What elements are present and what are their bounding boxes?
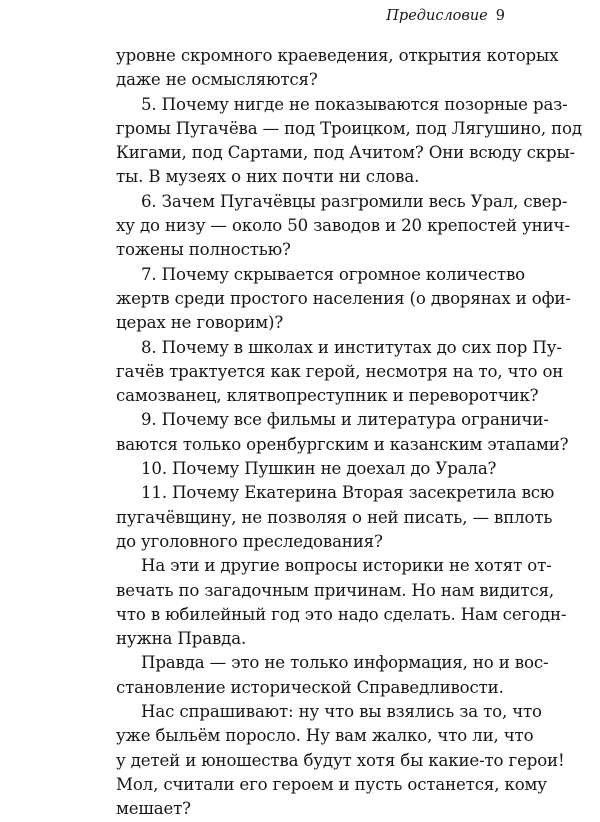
paragraph [116,93,582,190]
text-line: 6. Зачем Пугачёвцы разгромили весь Урал, свер- [141,191,568,211]
text-line: уровне скромного краеведения, открытия которых [116,46,559,65]
text-line: 10. Почему Пушкин не доехал до Урала? [141,459,497,479]
paragraph [116,457,497,481]
text-line: Кигами, под Сартами, под Ачитом? Они всюду скры- [116,143,575,163]
running-header [386,8,505,24]
text-line: 8. Почему в школах и институтах до сих пор Пу- [141,337,562,357]
text-line: жертв среди простого населения (о дворянах и офи- [116,288,571,308]
text-line: ваются только оренбургским и казанским этапами? [116,434,569,454]
body-text [116,44,582,822]
text-line: вечать по загадочным причинам. Но нам видится, [116,580,555,600]
text-line: у детей и юношества будут хотя бы какие-то герои! [116,750,565,770]
text-line: Нас спрашивают: ну что вы взялись за то, что [141,702,542,722]
text-line: что в юбилейный год это надо сделать. Нам сегодн- [116,604,567,624]
text-line: самозванец, клятвопреступник и переворотчик? [116,386,539,406]
text-line: 9. Почему все фильмы и литература ограничи- [141,410,549,430]
text-line: церах не говорим)? [116,313,284,333]
text-line: На эти и другие вопросы историки не хотят от- [141,556,552,576]
paragraph [116,481,555,554]
text-line: пугачёвщину, не позволяя о ней писать, — вплоть [116,507,553,527]
text-line: гачёв трактуется как герой, несмотря на то, что он [116,361,564,381]
paragraph [116,336,564,409]
text-line: Мол, считали его героем и пусть останется, кому [116,774,547,794]
text-line: ты. В музеях о них почти ни слова. [116,167,420,187]
paragraph [116,554,567,651]
chapter-title: Предисловие [386,8,488,24]
text-line: уже быльём поросло. Ну вам жалко, что ли, что [116,726,534,746]
page-number: 9 [495,8,505,24]
text-line: 11. Почему Екатерина Вторая засекретила всю [141,483,555,503]
text-line: громы Пугачёва — под Троицком, под Лягушино, под [116,118,582,138]
paragraph [116,408,569,457]
text-line: становление исторической Справедливости. [116,677,504,697]
text-line: нужна Правда. [116,629,247,649]
text-line: ху до низу — около 50 заводов и 20 крепостей унич- [116,216,570,236]
text-line: до уголовного преследования? [116,531,383,551]
text-line: даже не осмысляются? [116,70,318,90]
text-line: 5. Почему нигде не показываются позорные раз- [141,94,568,114]
text-line: Правда — это не только информация, но и вос- [141,653,549,673]
text-line: тожены полностью? [116,240,291,260]
paragraph [116,44,559,93]
paragraph [116,263,571,336]
text-line: 7. Почему скрывается огромное количество [141,264,525,284]
paragraph [116,651,549,700]
paragraph [116,190,570,263]
paragraph [116,700,565,821]
text-line: мешает? [116,799,191,819]
